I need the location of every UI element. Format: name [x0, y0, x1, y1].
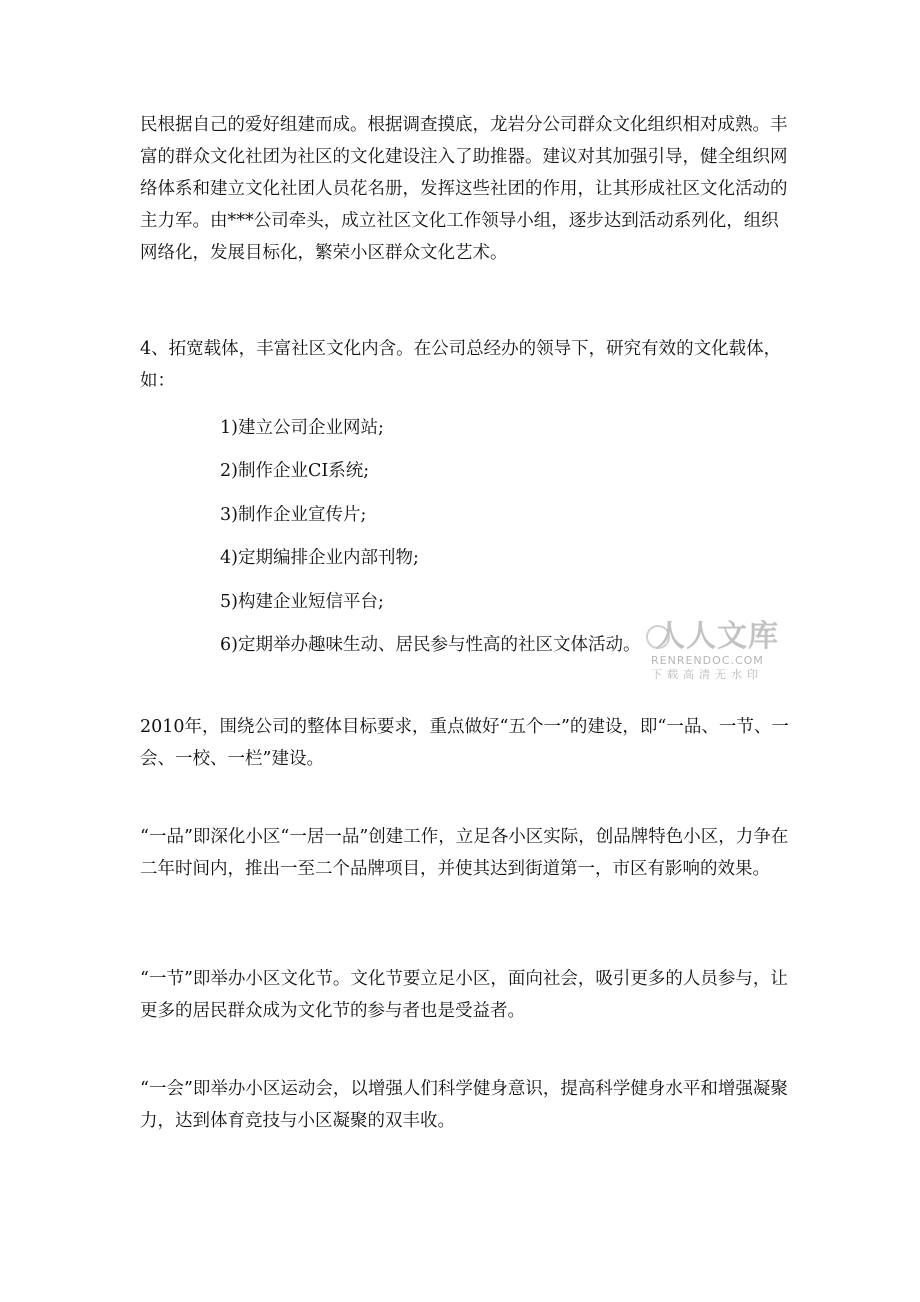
list-item: 1)建立公司企业网站; — [220, 418, 384, 438]
paragraph-five-ones: 2010年，围绕公司的整体目标要求，重点做好“五个一”的建设，即“一品、一节、一会、一校、一栏”建设。 — [140, 717, 789, 769]
list-item: 2)制作企业CI系统; — [220, 461, 370, 481]
watermark-domain: RENRENDOC.COM — [651, 654, 764, 667]
paragraph-yi-pin: “一品”即深化小区“一居一品”创建工作，立足各小区实际，创品牌特色小区，力争在二年时间内，推出一至二个品牌项目，并使其达到街道第一，市区有影响的效果。 — [140, 827, 789, 879]
paragraph-cultural-carriers: 4、拓宽载体，丰富社区文化内含。在公司总经办的领导下，研究有效的文化载体，如： — [140, 339, 782, 391]
list-item: 4)定期编排企业内部刊物; — [220, 548, 419, 568]
list-item: 5)构建企业短信平台; — [220, 592, 384, 612]
watermark-title: 人人文库 — [655, 619, 779, 654]
list-item: 3)制作企业宣传片; — [220, 505, 367, 525]
paragraph-yi-hui: “一会”即举办小区运动会，以增强人们科学健身意识，提高科学健身水平和增强凝聚力，达到体育竞技与小区凝聚的双丰收。 — [140, 1079, 788, 1131]
list-item: 6)定期举办趣味生动、居民参与性高的社区文体活动。 — [220, 635, 641, 655]
paragraph-community-groups: 民根据自己的爱好组建而成。根据调查摸底，龙岩分公司群众文化组织相对成熟。丰富的群众文化社团为社区的文化建设注入了助推器。建议对其加强引导，健全组织网络体系和建立文化社团人员花名册，发挥这些社团的作用，让其形成社区文化活动的主力军。由***公司牵头，成立社区文化工作领导小组，逐步达到活动系列化，组织网络化，发展目标化，繁荣小区群众文化艺术。 — [140, 115, 788, 263]
watermark-subtitle: 下载高清无水印 — [651, 668, 763, 681]
paragraph-yi-jie: “一节”即举办小区文化节。文化节要立足小区，面向社会，吸引更多的人员参与，让更多的居民群众成为文化节的参与者也是受益者。 — [140, 969, 788, 1021]
watermark — [645, 619, 779, 684]
